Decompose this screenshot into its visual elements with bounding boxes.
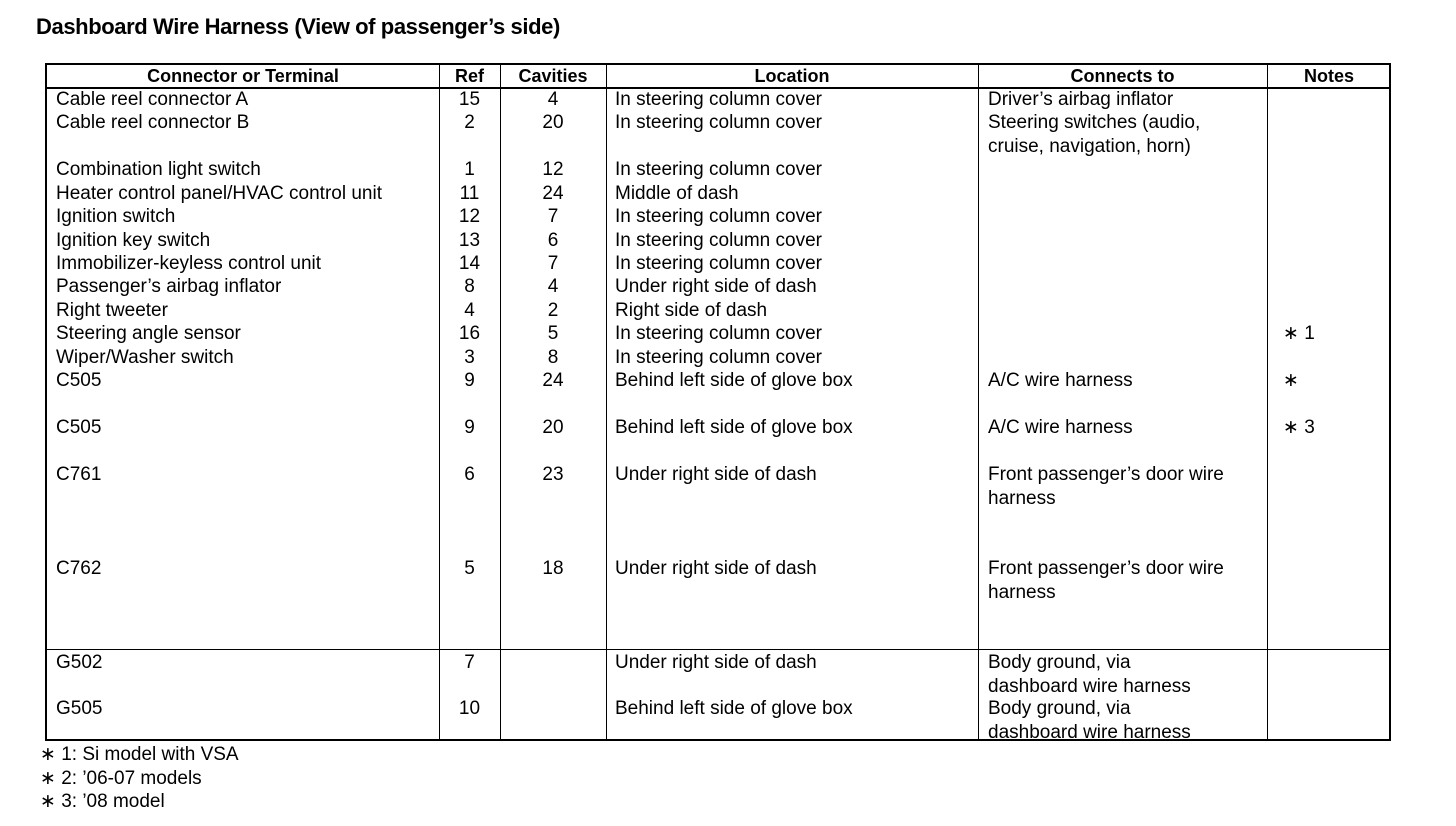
cell-ref: 1 — [464, 159, 475, 180]
cell-cavities: 20 — [542, 112, 564, 133]
cell-cavities: 7 — [547, 206, 559, 227]
cell-connector: Cable reel connector B — [56, 112, 250, 133]
cell-connects-to: Front passenger’s door wire — [988, 464, 1224, 485]
cell-location: Middle of dash — [615, 183, 739, 204]
cell-cavities: 23 — [542, 464, 564, 485]
cell-connects-to: cruise, navigation, horn) — [988, 135, 1191, 157]
cell-location: In steering column cover — [615, 323, 822, 344]
cell-connector: C761 — [56, 464, 102, 485]
cell-cavities: 2 — [547, 300, 559, 321]
cell-location: In steering column cover — [615, 206, 822, 227]
cell-cavities: 4 — [547, 89, 559, 110]
cell-location: Behind left side of glove box — [615, 417, 853, 438]
cell-connector: C505 — [56, 417, 102, 438]
cell-connector: Heater control panel/HVAC control unit — [56, 183, 382, 204]
cell-connects-to: Front passenger’s door wire — [988, 558, 1224, 579]
column-header-connects-to: Connects to — [1070, 66, 1175, 86]
cell-location: In steering column cover — [615, 112, 822, 133]
page-title: Dashboard Wire Harness (View of passenger’s side) — [36, 14, 560, 39]
cell-connector: Steering angle sensor — [56, 323, 241, 344]
cell-ref: 16 — [458, 323, 481, 344]
cell-ref: 5 — [464, 558, 475, 579]
cell-connects-to: Steering switches (audio, — [988, 112, 1201, 133]
cell-location: Under right side of dash — [615, 276, 817, 297]
cell-connects-to: dashboard wire harness — [988, 721, 1191, 743]
column-divider — [1267, 65, 1268, 739]
cell-connector: Passenger’s airbag inflator — [56, 276, 282, 297]
cell-location: Behind left side of glove box — [615, 698, 853, 719]
cell-location: In steering column cover — [615, 347, 822, 368]
column-header-cavities: Cavities — [518, 66, 588, 86]
cell-connects-to: harness — [988, 487, 1056, 509]
column-header-connector: Connector or Terminal — [147, 66, 339, 86]
cell-connector: Cable reel connector A — [56, 89, 249, 110]
cell-cavities: 18 — [542, 558, 564, 579]
cell-ref: 12 — [458, 206, 481, 227]
cell-ref: 9 — [464, 417, 475, 438]
cell-cavities: 24 — [542, 183, 564, 204]
cell-connector: G505 — [56, 698, 103, 719]
cell-location: Under right side of dash — [615, 652, 817, 673]
cell-cavities: 5 — [547, 323, 559, 344]
cell-cavities: 24 — [542, 370, 564, 391]
cell-connector: Ignition switch — [56, 206, 176, 227]
cell-cavities: 6 — [547, 230, 559, 251]
cell-ref: 6 — [464, 464, 475, 485]
cell-location: In steering column cover — [615, 159, 822, 180]
cell-ref: 4 — [464, 300, 475, 321]
cell-connects-to: Body ground, via — [988, 698, 1131, 719]
footnotes — [40, 743, 239, 814]
cell-connects-to: harness — [988, 581, 1056, 603]
cell-ref: 2 — [464, 112, 475, 133]
ground-section-divider — [47, 649, 1389, 650]
column-divider — [978, 65, 979, 739]
cell-connector: Combination light switch — [56, 159, 261, 180]
cell-cavities: 4 — [547, 276, 559, 297]
cell-connector: C762 — [56, 558, 102, 579]
cell-location: Behind left side of glove box — [615, 370, 853, 391]
cell-ref: 3 — [464, 347, 475, 368]
column-divider — [606, 65, 607, 739]
cell-ref: 10 — [458, 698, 481, 719]
cell-cavities: 12 — [542, 159, 564, 180]
cell-notes: ∗ — [1283, 370, 1299, 391]
cell-connects-to: dashboard wire harness — [988, 675, 1191, 697]
cell-ref: 13 — [458, 230, 481, 251]
cell-ref: 15 — [458, 89, 481, 110]
cell-location: Under right side of dash — [615, 464, 817, 485]
column-header-notes: Notes — [1303, 66, 1354, 86]
cell-connects-to: A/C wire harness — [988, 370, 1133, 391]
cell-location: Right side of dash — [615, 300, 768, 321]
cell-connector: Right tweeter — [56, 300, 168, 321]
cell-connects-to: Driver’s airbag inflator — [988, 89, 1174, 110]
cell-connector: Immobilizer-keyless control unit — [56, 253, 322, 274]
cell-ref: 9 — [464, 370, 475, 391]
footnote: ∗ 2: ’06-07 models — [40, 767, 202, 789]
column-header-location: Location — [754, 66, 830, 86]
wire-harness-table — [45, 63, 1391, 741]
cell-ref: 7 — [464, 652, 475, 673]
cell-ref: 14 — [458, 253, 481, 274]
cell-connector: C505 — [56, 370, 102, 391]
cell-cavities: 7 — [547, 253, 559, 274]
footnote: ∗ 3: ’08 model — [40, 791, 165, 812]
cell-location: In steering column cover — [615, 253, 822, 274]
cell-notes: ∗ 1 — [1283, 323, 1315, 344]
cell-connector: Ignition key switch — [56, 230, 211, 251]
column-header-ref: Ref — [454, 66, 484, 86]
cell-ref: 8 — [464, 276, 475, 297]
cell-location: In steering column cover — [615, 89, 822, 110]
cell-location: Under right side of dash — [615, 558, 817, 579]
cell-location: In steering column cover — [615, 230, 822, 251]
cell-cavities: 20 — [542, 417, 564, 438]
footnote: ∗ 1: Si model with VSA — [40, 744, 239, 765]
cell-ref: 11 — [459, 183, 480, 204]
cell-notes: ∗ 3 — [1283, 417, 1315, 438]
cell-cavities: 8 — [547, 347, 559, 368]
cell-connector: Wiper/Washer switch — [56, 347, 234, 368]
cell-connects-to: A/C wire harness — [988, 417, 1133, 438]
cell-connector: G502 — [56, 652, 103, 673]
cell-connects-to: Body ground, via — [988, 652, 1131, 673]
